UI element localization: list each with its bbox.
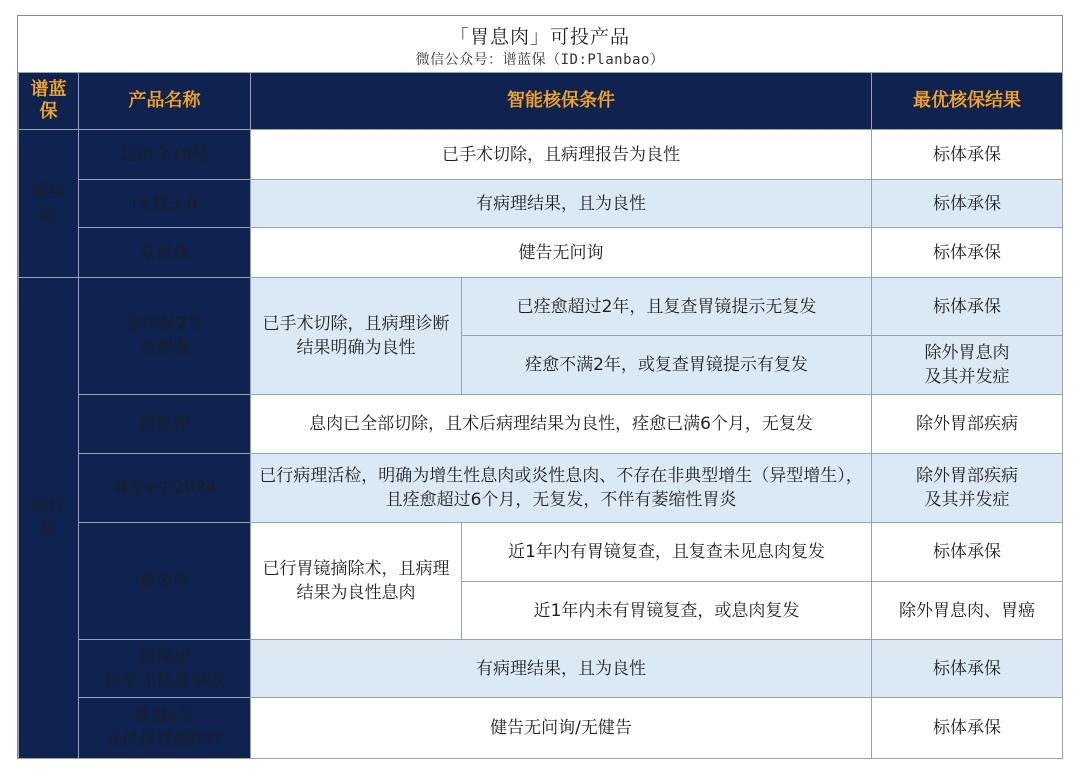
condition-sub-cell: 近1年内有胃镜复查，且复查未见息肉复发 [462,523,872,582]
table-row [19,698,1063,759]
condition-cell: 息肉已全部切除，且术后病理结果为良性，痊愈已满6个月，无复发 [251,395,872,454]
result-cell: 标体承保 [872,130,1063,180]
table-row [19,278,1063,336]
condition-main-cell: 已行胃镜摘除术，且病理结果为良性息肉 [251,523,462,640]
result-cell: 除外胃息肉、胃癌 [872,582,1063,640]
table-row [19,454,1063,523]
result-cell: 标体承保 [872,278,1063,336]
product-name: 尊享e生2024 [79,454,251,523]
table-row [19,228,1063,278]
product-name: i无忧3.0 [79,180,251,228]
category-medical: 医疗险 [19,278,79,759]
product-name: 金医保2号 长相安 [79,278,251,395]
condition-cell: 已行病理活检，明确为增生性息肉或炎性息肉、不存在非典型增生（异型增生），且痊愈超过6个月，无复发，不伴有萎缩性胃炎 [251,454,872,523]
table-row [19,180,1063,228]
table-row [19,395,1063,454]
condition-cell: 有病理结果，且为良性 [251,640,872,698]
header-product: 产品名称 [79,73,251,130]
table-row [19,640,1063,698]
condition-cell: 健告无问询/无健告 [251,698,872,759]
product-name: 医保加 医享无忧惠享版 [79,640,251,698]
product-name: 普惠e生 众民保普惠医疗 [79,698,251,759]
condition-cell: 健告无问询 [251,228,872,278]
result-cell: 标体承保 [872,698,1063,759]
product-name: 蓝医保 [79,395,251,454]
result-cell: 标体承保 [872,228,1063,278]
condition-sub-cell: 已痊愈超过2年，且复查胃镜提示无复发 [462,278,872,336]
category-critical-illness: 重疾险 [19,130,79,278]
result-cell: 除外胃部疾病 [872,395,1063,454]
header-condition: 智能核保条件 [251,73,872,130]
result-cell: 除外胃部疾病 及其并发症 [872,454,1063,523]
header-row [19,73,1063,130]
condition-cell: 有病理结果，且为良性 [251,180,872,228]
result-cell: 标体承保 [872,523,1063,582]
header-brand: 谱蓝保 [19,73,79,130]
product-name: 达尔文10号 [79,130,251,180]
page-title: 「胃息肉」可投产品 [449,26,630,48]
product-name: 黄金甲 [79,523,251,640]
result-cell: 除外胃息肉 及其并发症 [872,336,1063,395]
condition-sub-cell: 近1年内未有胃镜复查，或息肉复发 [462,582,872,640]
result-cell: 标体承保 [872,640,1063,698]
table-row [19,523,1063,582]
underwriting-table [18,72,1063,759]
condition-cell: 已手术切除，且病理报告为良性 [251,130,872,180]
document-page [17,15,1063,759]
result-cell: 标体承保 [872,180,1063,228]
page-subtitle: 微信公众号：谱蓝保（ID:Planbao） [415,52,665,68]
header-result: 最优核保结果 [872,73,1063,130]
title-block [18,16,1062,73]
table-row [19,130,1063,180]
condition-main-cell: 已手术切除，且病理诊断结果明确为良性 [251,278,462,395]
condition-sub-cell: 痊愈不满2年，或复查胃镜提示有复发 [462,336,872,395]
product-name: 众民保 [79,228,251,278]
